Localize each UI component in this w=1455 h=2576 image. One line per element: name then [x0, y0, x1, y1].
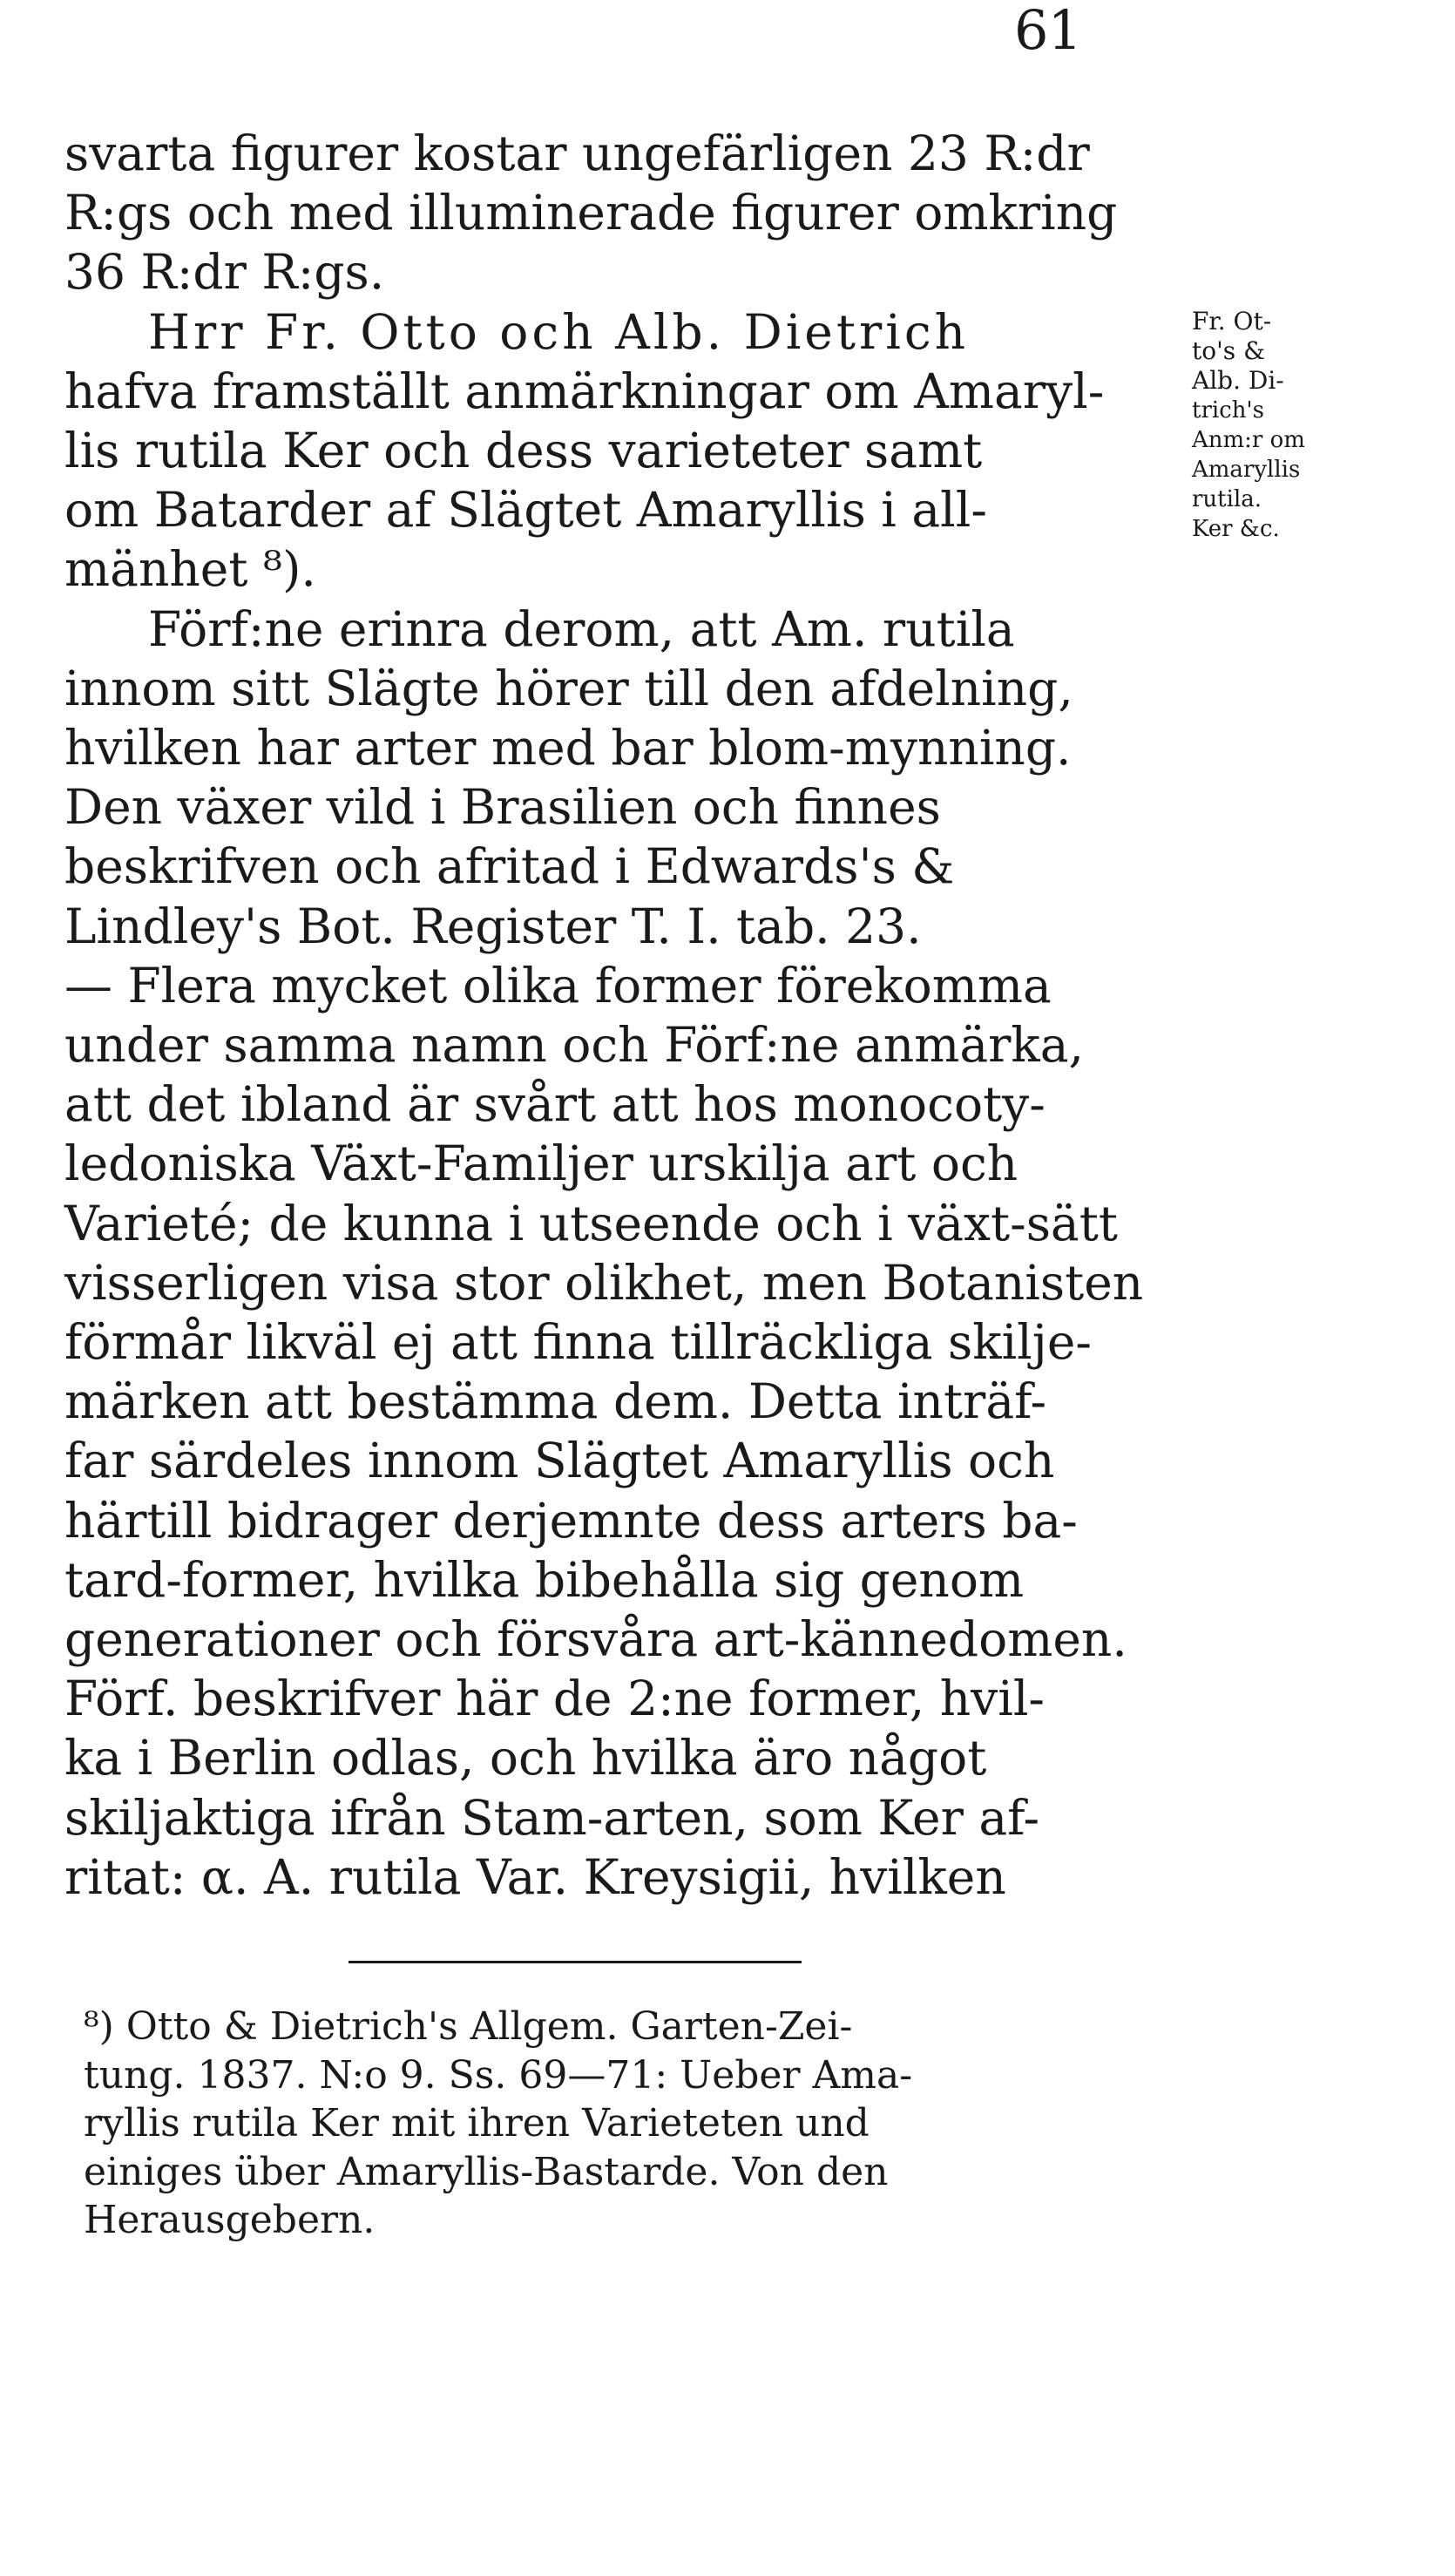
text-line: märken att bestämma dem. Detta inträf- — [64, 1373, 1047, 1430]
main-text — [64, 124, 1181, 1907]
text-line: ledoniska Växt-Familjer urskilja art och — [64, 1135, 1018, 1192]
text-line: ritat: α. A. rutila Var. Kreysigii, hvilken — [64, 1848, 1006, 1905]
text-line: Lindley's Bot. Register T. I. tab. 23. — [64, 898, 922, 954]
margin-note-line: Anm:r om — [1192, 427, 1305, 453]
text-line: Förf:ne erinra derom, att Am. rutila — [148, 600, 1015, 657]
margin-note-line: Alb. Di- — [1192, 366, 1284, 395]
text-line: ka i Berlin odlas, och hvilka äro något — [64, 1730, 987, 1786]
margin-note-line: Amaryllis — [1192, 457, 1301, 483]
text-line: Hrr Fr. Otto och Alb. Dietrich — [148, 303, 970, 360]
footnote-line: tung. 1837. N:o 9. Ss. 69—71: Ueber Ama- — [84, 2052, 913, 2098]
text-line: generationer och försvåra art-kännedomen. — [64, 1611, 1127, 1668]
text-line: förmår likväl ej att finna tillräckliga skilje- — [64, 1314, 1092, 1371]
text-line: — Flera mycket olika former förekomma — [64, 957, 1052, 1013]
margin-note-line: Fr. Ot- — [1192, 307, 1272, 336]
text-line: far särdeles innom Slägtet Amaryllis och — [64, 1433, 1055, 1489]
text-line: om Batarder af Slägtet Amaryllis i all- — [64, 482, 987, 539]
text-line: tard-former, hvilka bibehålla sig genom — [64, 1551, 1025, 1608]
text-line: härtill bidrager derjemnte dess arters ba- — [64, 1492, 1078, 1549]
margin-note — [1192, 307, 1450, 544]
text-line: lis rutila Ker och dess varieteter samt — [64, 423, 983, 479]
margin-note-line: trich's — [1192, 397, 1264, 424]
text-line: beskrifven och afritad i Edwards's & — [64, 838, 955, 895]
footnote-divider — [349, 1961, 802, 1963]
margin-note-line: to's & — [1192, 336, 1265, 365]
text-line: innom sitt Slägte hörer till den afdelning, — [64, 660, 1073, 716]
text-line: under samma namn och Förf:ne anmärka, — [64, 1017, 1085, 1074]
page-number: 61 — [1014, 0, 1081, 62]
footnote-line: ⁸) Otto & Dietrich's Allgem. Garten-Zei- — [84, 2004, 853, 2049]
text-line: R:gs och med illuminerade figurer omkring — [64, 185, 1118, 241]
text-line: Den växer vild i Brasilien och finnes — [64, 779, 941, 836]
footnote-line: einiges über Amaryllis-Bastarde. Von den — [84, 2149, 889, 2194]
text-line: hvilken har arter med bar blom-mynning. — [64, 720, 1072, 776]
margin-note-line: Ker &c. — [1192, 516, 1280, 542]
margin-note-line: rutila. — [1192, 486, 1262, 512]
text-line: Varieté; de kunna i utseende och i växt-sätt — [64, 1195, 1118, 1251]
text-line: svarta figurer kostar ungefärligen 23 R:dr — [64, 125, 1090, 181]
text-line: visserligen visa stor olikhet, men Botanisten — [64, 1254, 1144, 1311]
text-line: skiljaktiga ifrån Stam-arten, som Ker af- — [64, 1789, 1040, 1846]
footnote — [84, 2003, 1181, 2245]
text-line: Förf. beskrifver här de 2:ne former, hvil- — [64, 1671, 1046, 1727]
text-line: hafva framställt anmärkningar om Amaryl- — [64, 363, 1105, 419]
footnote-line: ryllis rutila Ker mit ihren Varieteten und — [84, 2101, 870, 2146]
text-line: att det ibland är svårt att hos monocoty- — [64, 1076, 1046, 1133]
text-line: mänhet ⁸). — [64, 541, 316, 598]
text-line: 36 R:dr R:gs. — [64, 244, 385, 301]
footnote-line: Herausgebern. — [84, 2198, 376, 2242]
